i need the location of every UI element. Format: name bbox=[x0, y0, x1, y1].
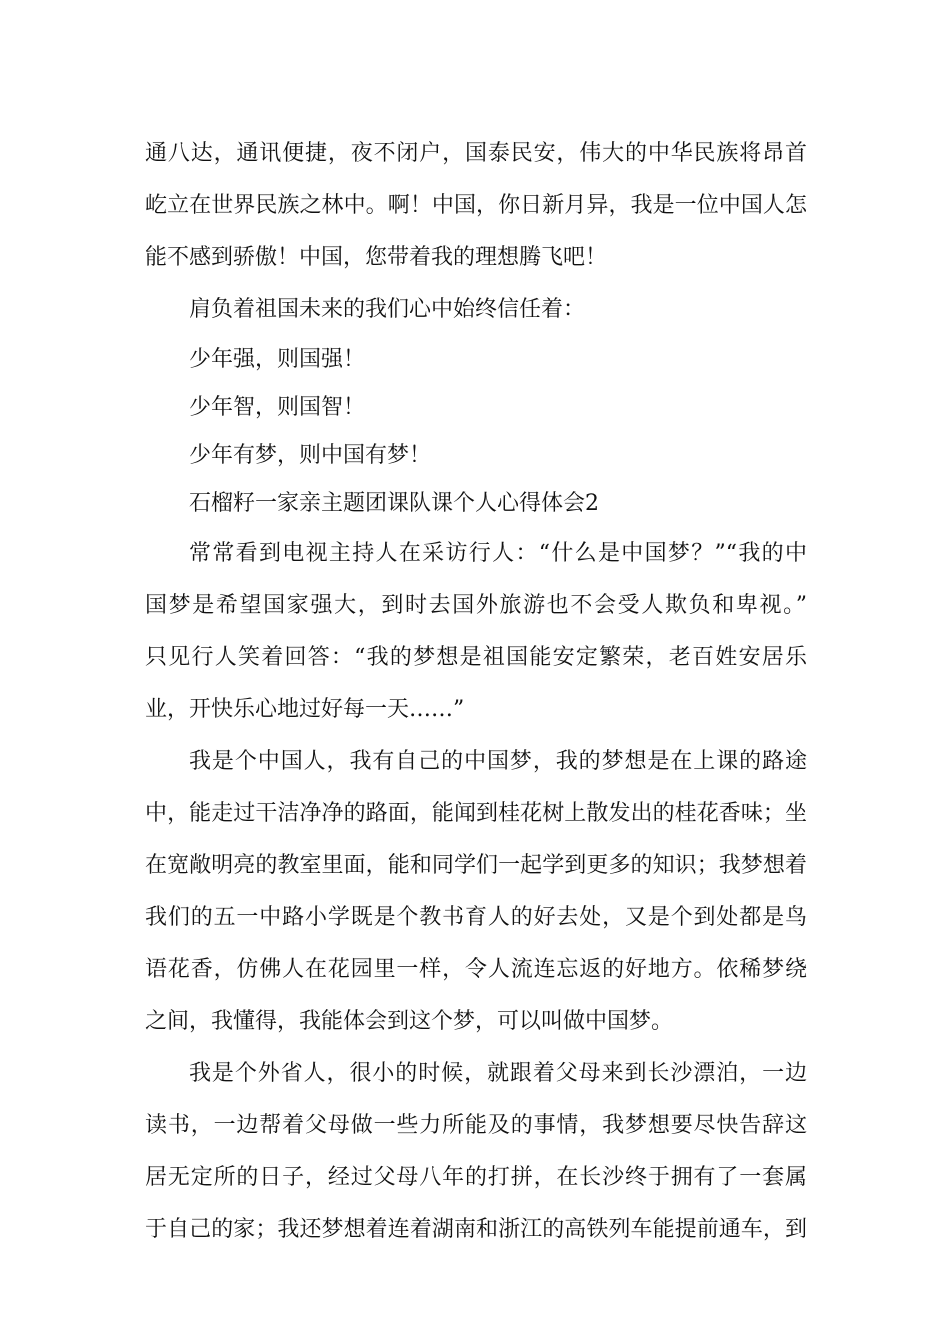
text-line: 之间，我懂得，我能体会到这个梦，可以叫做中国梦。 bbox=[145, 1009, 674, 1034]
text-line: 读书，一边帮着父母做一些力所能及的事情，我梦想要尽快告辞这 bbox=[145, 1113, 807, 1138]
text-line: 语花香，仿佛人在花园里一样，令人流连忘返的好地方。依稀梦绕 bbox=[145, 957, 807, 982]
text-line: 屹立在世界民族之林中。啊！中国，你日新月异，我是一位中国人怎 bbox=[145, 193, 807, 218]
paragraph-line: 少年强，则国强！ bbox=[189, 347, 366, 372]
text-line: 在宽敞明亮的教室里面，能和同学们一起学到更多的知识；我梦想着 bbox=[145, 853, 807, 878]
text-line: 居无定所的日子，经过父母八年的打拼，在长沙终于拥有了一套属 bbox=[145, 1165, 807, 1190]
text-line: 能不感到骄傲！中国，您带着我的理想腾飞吧！ bbox=[145, 245, 608, 270]
text-line: 通八达，通讯便捷，夜不闭户，国泰民安，伟大的中华民族将昂首 bbox=[145, 141, 807, 166]
paragraph-line: 少年智，则国智！ bbox=[189, 395, 366, 420]
paragraph-line: 我是个外省人，很小的时候，就跟着父母来到长沙漂泊，一边 bbox=[189, 1061, 807, 1086]
text-line: 中，能走过干洁净净的路面，能闻到桂花树上散发出的桂花香味；坐 bbox=[145, 801, 807, 826]
text-line: 于自己的家；我还梦想着连着湖南和浙江的高铁列车能提前通车，到 bbox=[145, 1217, 807, 1242]
section-heading: 石榴籽一家亲主题团课队课个人心得体会2 bbox=[189, 491, 599, 516]
text-line: 业，开快乐心地过好每一天……” bbox=[145, 697, 465, 722]
document-body bbox=[145, 128, 807, 1256]
paragraph-line: 肩负着祖国未来的我们心中始终信任着： bbox=[189, 297, 586, 322]
text-line: 国梦是希望国家强大，到时去国外旅游也不会受人欺负和卑视。” bbox=[145, 593, 807, 618]
text-line: 只见行人笑着回答：“我的梦想是祖国能安定繁荣，老百姓安居乐 bbox=[145, 645, 807, 670]
text-line: 我们的五一中路小学既是个教书育人的好去处，又是个到处都是鸟 bbox=[145, 905, 807, 930]
paragraph-line: 常常看到电视主持人在采访行人：“什么是中国梦？”“我的中 bbox=[189, 541, 807, 566]
paragraph-line: 少年有梦，则中国有梦！ bbox=[189, 443, 432, 468]
paragraph-line: 我是个中国人，我有自己的中国梦，我的梦想是在上课的路途 bbox=[189, 749, 807, 774]
